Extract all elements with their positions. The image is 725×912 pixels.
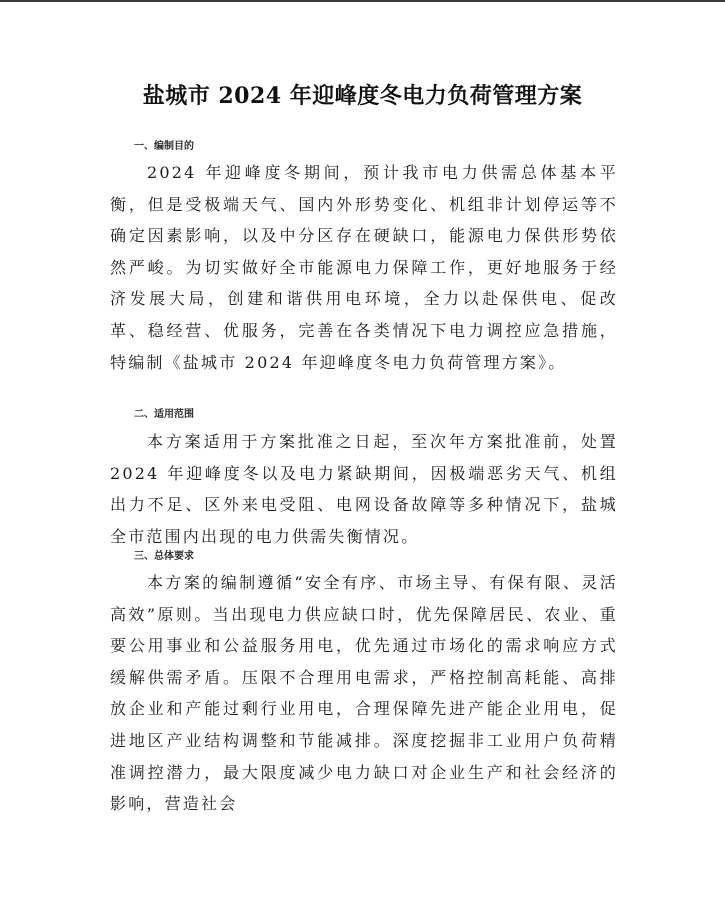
section-heading-purpose: 一、编制目的: [134, 141, 194, 152]
section-paragraph-requirements: 本方案的编制遵循“安全有序、市场主导、有保有限、灵活高效”原则。当出现电力供应缺口时，优先保障居民、农业、重要公用事业和公益服务用电，优先通过市场化的需求响应方式缓解供需矛盾。压限不合理用电需求，严格控制高耗能、高排放企业和产能过剩行业用电，合理保障先进产能企业用电，促进地区产业结构调整和节能减排。深度挖掘非工业用户负荷精准调控潜力，最大限度减少电力缺口对企业生产和社会经济的影响，营造社会: [110, 573, 618, 814]
section-heading-scope: 二、适用范围: [134, 409, 194, 420]
section-paragraph-scope: 本方案适用于方案批准之日起，至次年方案批准前，处置 2024 年迎峰度冬以及电力紧缺期间，因极端恶劣天气、机组出力不足、区外来电受阻、电网设备故障等多种情况下，盐城全市范围内出现的电力供需失衡情况。: [110, 432, 618, 546]
section-paragraph-purpose: 2024 年迎峰度冬期间，预计我市电力供需总体基本平衡，但是受极端天气、国内外形势变化、机组非计划停运等不确定因素影响，以及中分区存在硬缺口，能源电力保供形势依然严峻。为切实做好全市能源电力保障工作，更好地服务于经济发展大局，创建和谐供用电环境，全力以赴保供电、促改革、稳经营、优服务，完善在各类情况下电力调控应急措施，特编制《盐城市 2024 年迎峰度冬电力负荷管理方案》。: [110, 163, 618, 372]
section-heading-requirements: 三、总体要求: [134, 551, 194, 562]
document-title: 盐城市 2024 年迎峰度冬电力负荷管理方案: [142, 83, 583, 109]
